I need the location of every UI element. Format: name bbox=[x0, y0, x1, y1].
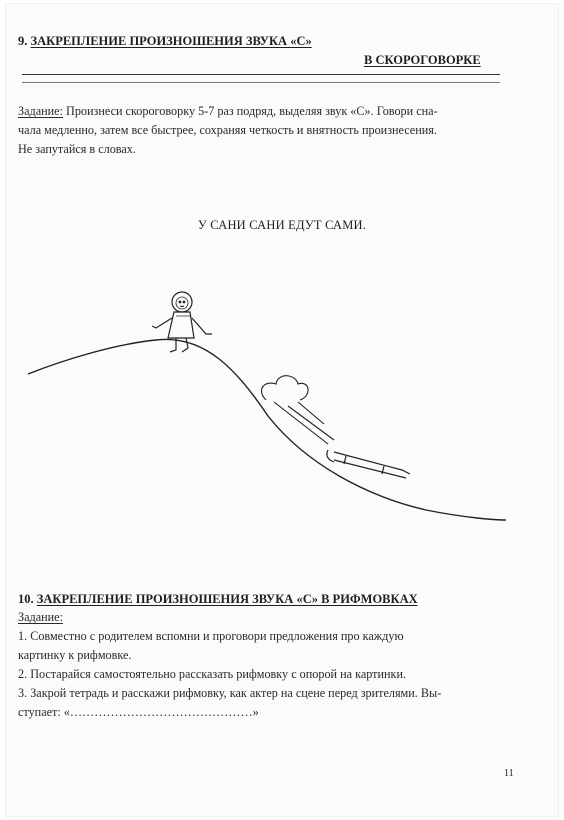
section10-item-1-cont: картинку к рифмовке. bbox=[18, 648, 132, 662]
section10-task-label: Задание: bbox=[18, 610, 63, 624]
sled-icon bbox=[327, 450, 410, 478]
section9-task-line-1: Задание: Произнеси скороговорку 5-7 раз подряд, выделяя звук «С». Говори сна- bbox=[18, 104, 438, 118]
section9-title-part2: В СКОРОГОВОРКЕ bbox=[364, 53, 481, 67]
section10-task bbox=[18, 608, 548, 722]
section9-task-line-2: чала медленно, затем все быстрее, сохраняя четкость и внятность произнесения. bbox=[18, 123, 437, 137]
child-in-fur-coat-icon bbox=[152, 292, 212, 352]
workbook-page bbox=[6, 4, 558, 816]
section9-underline-2 bbox=[22, 82, 500, 83]
tongue-twister: У САНИ САНИ ЕДУТ САМИ. bbox=[197, 218, 367, 232]
section10-item-2: 2. Постарайся самостоятельно рассказать рифмовку с опорой на картинки. bbox=[18, 667, 407, 681]
section9-number: 9. bbox=[18, 34, 28, 48]
section10-title: ЗАКРЕПЛЕНИЕ ПРОИЗНОШЕНИЯ ЗВУКА «С» В РИФМОВКАХ bbox=[36, 592, 418, 606]
snow-hill-icon bbox=[28, 339, 506, 520]
section9-task-line-3: Не запутайся в словах. bbox=[18, 142, 136, 156]
sledding-illustration bbox=[6, 274, 558, 604]
section10-heading bbox=[18, 592, 418, 607]
section10-item-1: 1. Совместно с родителем вспомни и проговори предложения про каждую bbox=[18, 629, 404, 643]
section9-heading bbox=[18, 34, 312, 49]
section9-title-part1: ЗАКРЕПЛЕНИЕ ПРОИЗНОШЕНИЯ ЗВУКА «С» bbox=[30, 34, 312, 48]
section9-task bbox=[18, 102, 548, 159]
section9-task-label: Задание: bbox=[18, 104, 63, 118]
snow-spray-icon bbox=[261, 376, 334, 444]
page-number: 11 bbox=[504, 768, 514, 779]
section10-item-3-cont: ступает: «………………………………………» bbox=[18, 705, 259, 719]
section10-number: 10. bbox=[18, 592, 34, 606]
section9-underline-1 bbox=[22, 74, 500, 75]
section10-item-3: 3. Закрой тетрадь и расскажи рифмовку, как актер на сцене перед зрителями. Вы- bbox=[18, 686, 442, 700]
